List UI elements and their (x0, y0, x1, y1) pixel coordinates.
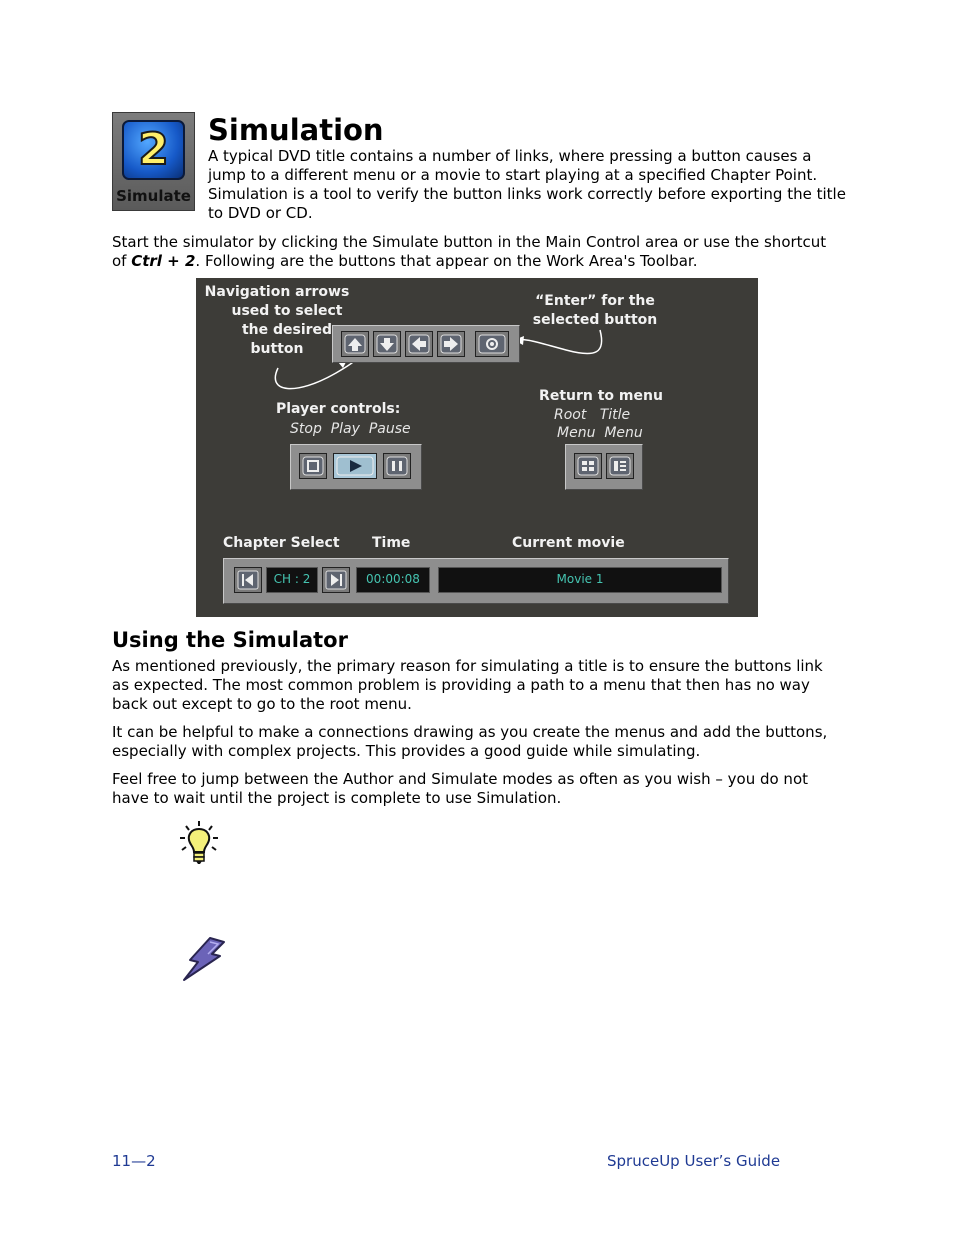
time-label: Time (372, 535, 411, 551)
nav-caption-line: Navigation arrows (204, 284, 350, 300)
enter-callout-curve (514, 330, 602, 354)
menu-buttons-panel (565, 444, 643, 490)
lightning-bolt-icon (176, 936, 228, 982)
root-menu-icon (575, 454, 601, 478)
simulate-button-graphic (122, 120, 185, 180)
paragraph: Feel free to jump between the Author and Simulate modes as often as you wish – you do not have to wait until the project is complete to use Simulation. (112, 770, 808, 807)
pause-icon (384, 454, 410, 478)
next-chapter-icon (323, 568, 349, 592)
arrow-up-icon (342, 332, 368, 356)
shortcut-text: Ctrl + 2 (131, 252, 196, 270)
return-to-menu-caption: Return to menu (539, 388, 663, 404)
nav-buttons-panel (332, 325, 520, 363)
arrow-right-icon (438, 332, 464, 356)
start-text-before: Start the simulator by clicking the Simulate button in the Main Control area or use the shortcut of (112, 233, 827, 270)
toolbar-screenshot (196, 278, 758, 617)
simulate-icon-label: Simulate (116, 187, 191, 205)
nav-caption-line: the desired (241, 322, 333, 338)
player-buttons-caption: Stop Play Pause (290, 421, 411, 437)
start-paragraph (112, 233, 832, 271)
page-title: Simulation (208, 113, 384, 147)
enter-caption-line: “Enter” for the (535, 293, 655, 309)
enter-caption-line: selected button (532, 312, 658, 328)
chapter-time-bar (223, 558, 729, 604)
title-menu-icon (607, 454, 633, 478)
previous-chapter-button[interactable] (234, 567, 262, 593)
current-movie-display: Movie 1 (438, 567, 722, 593)
previous-chapter-icon (235, 568, 261, 592)
play-button[interactable] (333, 453, 377, 479)
title-menu-button[interactable] (606, 453, 634, 479)
enter-icon (476, 332, 508, 356)
return-menu-line2: Menu Menu (557, 425, 643, 441)
chapter-display: CH : 2 (266, 567, 318, 593)
arrow-left-icon (406, 332, 432, 356)
nav-caption-line: used to select (231, 303, 343, 319)
play-icon (334, 454, 376, 478)
pause-button[interactable] (383, 453, 411, 479)
nav-caption-line: button (250, 341, 304, 357)
paragraph: As mentioned previously, the primary reason for simulating a title is to ensure the buttons link as expected. The most common problem is providing a path to a menu that then has no way back out except to go to the root menu. (112, 657, 823, 713)
current-movie-label: Current movie (512, 535, 625, 551)
next-chapter-button[interactable] (322, 567, 350, 593)
simulate-icon-number: 2 (138, 124, 169, 175)
chapter-select-label: Chapter Select (223, 535, 340, 551)
page-number: 11—2 (112, 1152, 156, 1170)
lightbulb-icon (178, 820, 220, 866)
player-controls-panel (290, 444, 422, 490)
intro-paragraph: A typical DVD title contains a number of links, where pressing a button causes a jump to a different menu or a movie to start playing at a specified Chapter Point. Simulation is a tool to verify the button links work correctly before exporting the title to DVD or CD. (208, 147, 846, 222)
simulate-icon (112, 112, 195, 211)
player-controls-caption: Player controls: (276, 401, 401, 417)
start-text-after: . Following are the buttons that appear on the Work Area's Toolbar. (195, 252, 698, 270)
stop-button[interactable] (299, 453, 327, 479)
nav-left-button[interactable] (405, 331, 433, 357)
root-menu-button[interactable] (574, 453, 602, 479)
arrow-down-icon (374, 332, 400, 356)
nav-right-button[interactable] (437, 331, 465, 357)
section-heading: Using the Simulator (112, 628, 348, 652)
return-menu-line1: Root Title (554, 407, 631, 423)
nav-up-button[interactable] (341, 331, 369, 357)
paragraph: It can be helpful to make a connections drawing as you create the menus and add the buttons, especially with complex projects. This provides a good guide while simulating. (112, 723, 828, 760)
guide-title: SpruceUp User’s Guide (607, 1152, 781, 1170)
time-display: 00:00:08 (356, 567, 430, 593)
enter-caption (516, 292, 674, 330)
stop-icon (300, 454, 326, 478)
enter-button[interactable] (475, 331, 509, 357)
nav-down-button[interactable] (373, 331, 401, 357)
